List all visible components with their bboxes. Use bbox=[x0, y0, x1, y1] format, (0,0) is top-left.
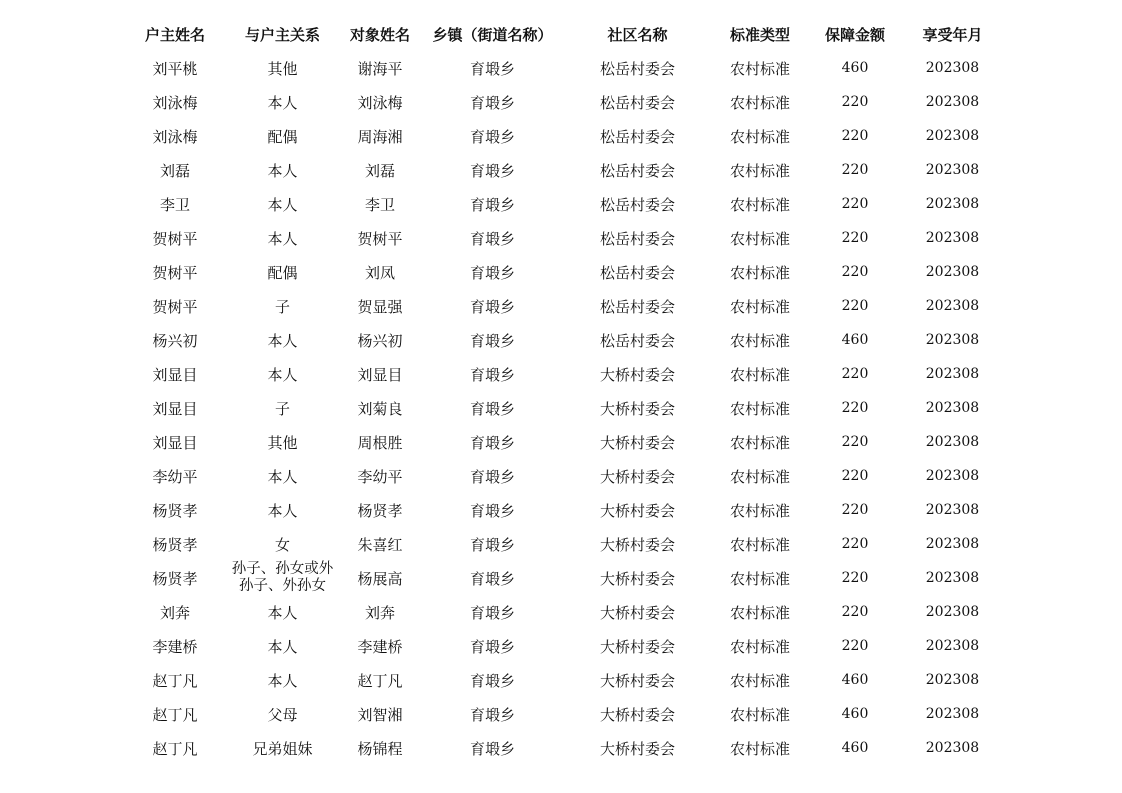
cell-community: 大桥村委会 bbox=[599, 569, 675, 588]
cell-standard-type: 农村标准 bbox=[729, 195, 790, 214]
cell-relationship: 本人 bbox=[267, 365, 298, 384]
cell-recipient-name: 刘菊良 bbox=[357, 399, 403, 418]
cell-township: 育塅乡 bbox=[469, 161, 515, 180]
cell-recipient-name: 刘磊 bbox=[364, 161, 395, 180]
cell-month: 202308 bbox=[925, 366, 980, 382]
table-row bbox=[120, 51, 1000, 85]
cell-head-of-household: 贺树平 bbox=[152, 263, 198, 282]
table-row bbox=[120, 153, 1000, 187]
cell-standard-type: 农村标准 bbox=[729, 297, 790, 316]
cell-community: 大桥村委会 bbox=[599, 501, 675, 520]
header-recipient-name: 对象姓名 bbox=[349, 25, 410, 44]
cell-relationship: 本人 bbox=[267, 637, 298, 656]
cell-month: 202308 bbox=[925, 672, 980, 688]
cell-township: 育塅乡 bbox=[469, 297, 515, 316]
cell-township: 育塅乡 bbox=[469, 705, 515, 724]
cell-recipient-name: 刘凤 bbox=[364, 263, 395, 282]
cell-month: 202308 bbox=[925, 128, 980, 144]
cell-amount: 220 bbox=[841, 536, 869, 552]
cell-month: 202308 bbox=[925, 570, 980, 586]
cell-recipient-name: 周海湘 bbox=[357, 127, 403, 146]
cell-standard-type: 农村标准 bbox=[729, 467, 790, 486]
cell-head-of-household: 杨兴初 bbox=[152, 331, 198, 350]
table-row bbox=[120, 85, 1000, 119]
cell-township: 育塅乡 bbox=[469, 433, 515, 452]
cell-head-of-household: 刘显目 bbox=[152, 365, 198, 384]
cell-recipient-name: 刘奔 bbox=[364, 603, 395, 622]
cell-township: 育塅乡 bbox=[469, 569, 515, 588]
cell-community: 松岳村委会 bbox=[599, 195, 675, 214]
cell-community: 大桥村委会 bbox=[599, 535, 675, 554]
cell-standard-type: 农村标准 bbox=[729, 263, 790, 282]
cell-month: 202308 bbox=[925, 502, 980, 518]
cell-head-of-household: 杨贤孝 bbox=[152, 501, 198, 520]
cell-head-of-household: 赵丁凡 bbox=[152, 671, 198, 690]
cell-township: 育塅乡 bbox=[469, 637, 515, 656]
cell-head-of-household: 刘平桃 bbox=[152, 59, 198, 78]
table-row bbox=[120, 289, 1000, 323]
cell-standard-type: 农村标准 bbox=[729, 331, 790, 350]
cell-standard-type: 农村标准 bbox=[729, 705, 790, 724]
beneficiary-table bbox=[120, 17, 1000, 765]
cell-month: 202308 bbox=[925, 536, 980, 552]
cell-relationship: 本人 bbox=[267, 331, 298, 350]
cell-amount: 220 bbox=[841, 400, 869, 416]
cell-standard-type: 农村标准 bbox=[729, 501, 790, 520]
cell-head-of-household: 刘泳梅 bbox=[152, 93, 198, 112]
cell-recipient-name: 刘智湘 bbox=[357, 705, 403, 724]
cell-head-of-household: 李幼平 bbox=[152, 467, 198, 486]
cell-recipient-name: 朱喜红 bbox=[357, 535, 403, 554]
cell-community: 松岳村委会 bbox=[599, 127, 675, 146]
cell-relationship: 本人 bbox=[267, 501, 298, 520]
cell-amount: 220 bbox=[841, 570, 869, 586]
cell-standard-type: 农村标准 bbox=[729, 535, 790, 554]
cell-standard-type: 农村标准 bbox=[729, 93, 790, 112]
cell-amount: 220 bbox=[841, 366, 869, 382]
cell-amount: 220 bbox=[841, 638, 869, 654]
cell-township: 育塅乡 bbox=[469, 739, 515, 758]
cell-community: 大桥村委会 bbox=[599, 671, 675, 690]
cell-township: 育塅乡 bbox=[469, 365, 515, 384]
cell-relationship: 其他 bbox=[267, 59, 298, 78]
cell-community: 大桥村委会 bbox=[599, 433, 675, 452]
cell-recipient-name: 杨展高 bbox=[357, 569, 403, 588]
cell-month: 202308 bbox=[925, 740, 980, 756]
cell-township: 育塅乡 bbox=[469, 59, 515, 78]
cell-month: 202308 bbox=[925, 230, 980, 246]
cell-township: 育塅乡 bbox=[469, 331, 515, 350]
cell-month: 202308 bbox=[925, 298, 980, 314]
cell-standard-type: 农村标准 bbox=[729, 59, 790, 78]
cell-recipient-name: 李卫 bbox=[364, 195, 395, 214]
cell-amount: 220 bbox=[841, 298, 869, 314]
cell-month: 202308 bbox=[925, 264, 980, 280]
header-relationship: 与户主关系 bbox=[244, 25, 320, 44]
cell-township: 育塅乡 bbox=[469, 93, 515, 112]
cell-standard-type: 农村标准 bbox=[729, 603, 790, 622]
cell-month: 202308 bbox=[925, 434, 980, 450]
table-row bbox=[120, 527, 1000, 561]
table-row bbox=[120, 663, 1000, 697]
cell-community: 松岳村委会 bbox=[599, 161, 675, 180]
cell-standard-type: 农村标准 bbox=[729, 569, 790, 588]
cell-amount: 460 bbox=[841, 672, 869, 688]
table-row bbox=[120, 731, 1000, 765]
cell-community: 松岳村委会 bbox=[599, 263, 675, 282]
cell-amount: 460 bbox=[841, 740, 869, 756]
cell-relationship: 父母 bbox=[267, 705, 298, 724]
cell-relationship: 本人 bbox=[267, 603, 298, 622]
header-township: 乡镇（街道名称） bbox=[432, 25, 553, 44]
cell-head-of-household: 贺树平 bbox=[152, 297, 198, 316]
table-row bbox=[120, 697, 1000, 731]
cell-amount: 460 bbox=[841, 706, 869, 722]
cell-head-of-household: 李建桥 bbox=[152, 637, 198, 656]
cell-community: 松岳村委会 bbox=[599, 331, 675, 350]
table-row bbox=[120, 595, 1000, 629]
cell-recipient-name: 杨贤孝 bbox=[357, 501, 403, 520]
cell-recipient-name: 刘泳梅 bbox=[357, 93, 403, 112]
cell-township: 育塅乡 bbox=[469, 229, 515, 248]
cell-township: 育塅乡 bbox=[469, 399, 515, 418]
cell-community: 大桥村委会 bbox=[599, 603, 675, 622]
cell-standard-type: 农村标准 bbox=[729, 433, 790, 452]
table-row bbox=[120, 493, 1000, 527]
header-head-of-household: 户主姓名 bbox=[144, 25, 205, 44]
cell-recipient-name: 周根胜 bbox=[357, 433, 403, 452]
cell-standard-type: 农村标准 bbox=[729, 365, 790, 384]
cell-community: 大桥村委会 bbox=[599, 637, 675, 656]
cell-recipient-name: 贺树平 bbox=[357, 229, 403, 248]
cell-community: 松岳村委会 bbox=[599, 59, 675, 78]
cell-community: 大桥村委会 bbox=[599, 739, 675, 758]
cell-month: 202308 bbox=[925, 196, 980, 212]
cell-township: 育塅乡 bbox=[469, 127, 515, 146]
cell-recipient-name: 李建桥 bbox=[357, 637, 403, 656]
cell-amount: 220 bbox=[841, 128, 869, 144]
cell-head-of-household: 贺树平 bbox=[152, 229, 198, 248]
cell-relationship: 孙子、孙女或外孙子、外孙女 bbox=[231, 561, 334, 594]
table-row bbox=[120, 323, 1000, 357]
cell-month: 202308 bbox=[925, 468, 980, 484]
cell-amount: 220 bbox=[841, 468, 869, 484]
cell-relationship: 子 bbox=[274, 297, 290, 316]
cell-relationship: 兄弟姐妹 bbox=[252, 739, 313, 758]
cell-community: 大桥村委会 bbox=[599, 365, 675, 384]
cell-amount: 220 bbox=[841, 196, 869, 212]
cell-recipient-name: 杨兴初 bbox=[357, 331, 403, 350]
cell-community: 大桥村委会 bbox=[599, 705, 675, 724]
cell-community: 松岳村委会 bbox=[599, 229, 675, 248]
cell-head-of-household: 杨贤孝 bbox=[152, 569, 198, 588]
cell-standard-type: 农村标准 bbox=[729, 739, 790, 758]
cell-relationship: 本人 bbox=[267, 161, 298, 180]
cell-standard-type: 农村标准 bbox=[729, 127, 790, 146]
table-row bbox=[120, 221, 1000, 255]
cell-standard-type: 农村标准 bbox=[729, 229, 790, 248]
cell-community: 松岳村委会 bbox=[599, 297, 675, 316]
cell-month: 202308 bbox=[925, 94, 980, 110]
cell-township: 育塅乡 bbox=[469, 467, 515, 486]
cell-amount: 220 bbox=[841, 264, 869, 280]
cell-month: 202308 bbox=[925, 638, 980, 654]
cell-township: 育塅乡 bbox=[469, 671, 515, 690]
cell-recipient-name: 谢海平 bbox=[357, 59, 403, 78]
cell-amount: 220 bbox=[841, 434, 869, 450]
table-row bbox=[120, 629, 1000, 663]
cell-standard-type: 农村标准 bbox=[729, 637, 790, 656]
table-row bbox=[120, 119, 1000, 153]
cell-head-of-household: 刘显目 bbox=[152, 399, 198, 418]
table-row bbox=[120, 459, 1000, 493]
cell-month: 202308 bbox=[925, 332, 980, 348]
cell-standard-type: 农村标准 bbox=[729, 399, 790, 418]
table-row bbox=[120, 425, 1000, 459]
table-row bbox=[120, 187, 1000, 221]
cell-head-of-household: 杨贤孝 bbox=[152, 535, 198, 554]
header-month: 享受年月 bbox=[922, 25, 983, 44]
cell-month: 202308 bbox=[925, 400, 980, 416]
table-row bbox=[120, 357, 1000, 391]
cell-township: 育塅乡 bbox=[469, 535, 515, 554]
cell-head-of-household: 刘泳梅 bbox=[152, 127, 198, 146]
cell-relationship: 子 bbox=[274, 399, 290, 418]
table-body bbox=[120, 51, 1000, 765]
cell-relationship: 女 bbox=[274, 535, 290, 554]
cell-head-of-household: 刘磊 bbox=[159, 161, 190, 180]
header-amount: 保障金额 bbox=[824, 25, 885, 44]
cell-standard-type: 农村标准 bbox=[729, 671, 790, 690]
cell-amount: 220 bbox=[841, 604, 869, 620]
cell-recipient-name: 刘显目 bbox=[357, 365, 403, 384]
header-row bbox=[120, 17, 1000, 51]
table-row bbox=[120, 255, 1000, 289]
cell-relationship: 本人 bbox=[267, 195, 298, 214]
cell-relationship: 配偶 bbox=[267, 263, 298, 282]
header-standard-type: 标准类型 bbox=[729, 25, 790, 44]
cell-month: 202308 bbox=[925, 60, 980, 76]
cell-recipient-name: 贺显强 bbox=[357, 297, 403, 316]
cell-community: 松岳村委会 bbox=[599, 93, 675, 112]
cell-head-of-household: 李卫 bbox=[159, 195, 190, 214]
cell-head-of-household: 刘奔 bbox=[159, 603, 190, 622]
cell-month: 202308 bbox=[925, 162, 980, 178]
cell-amount: 460 bbox=[841, 332, 869, 348]
cell-month: 202308 bbox=[925, 604, 980, 620]
cell-amount: 220 bbox=[841, 502, 869, 518]
cell-relationship: 配偶 bbox=[267, 127, 298, 146]
cell-standard-type: 农村标准 bbox=[729, 161, 790, 180]
cell-head-of-household: 刘显目 bbox=[152, 433, 198, 452]
table-row bbox=[120, 391, 1000, 425]
cell-amount: 220 bbox=[841, 230, 869, 246]
cell-recipient-name: 李幼平 bbox=[357, 467, 403, 486]
cell-township: 育塅乡 bbox=[469, 603, 515, 622]
cell-relationship: 本人 bbox=[267, 467, 298, 486]
cell-relationship: 本人 bbox=[267, 93, 298, 112]
cell-relationship: 本人 bbox=[267, 671, 298, 690]
table-header bbox=[120, 17, 1000, 51]
cell-amount: 460 bbox=[841, 60, 869, 76]
cell-community: 大桥村委会 bbox=[599, 399, 675, 418]
cell-head-of-household: 赵丁凡 bbox=[152, 705, 198, 724]
cell-amount: 220 bbox=[841, 162, 869, 178]
cell-month: 202308 bbox=[925, 706, 980, 722]
cell-township: 育塅乡 bbox=[469, 263, 515, 282]
cell-township: 育塅乡 bbox=[469, 195, 515, 214]
cell-recipient-name: 赵丁凡 bbox=[357, 671, 403, 690]
header-community: 社区名称 bbox=[607, 25, 668, 44]
cell-relationship: 本人 bbox=[267, 229, 298, 248]
cell-township: 育塅乡 bbox=[469, 501, 515, 520]
cell-head-of-household: 赵丁凡 bbox=[152, 739, 198, 758]
cell-relationship: 其他 bbox=[267, 433, 298, 452]
table-row bbox=[120, 561, 1000, 595]
cell-community: 大桥村委会 bbox=[599, 467, 675, 486]
cell-amount: 220 bbox=[841, 94, 869, 110]
cell-recipient-name: 杨锦程 bbox=[357, 739, 403, 758]
